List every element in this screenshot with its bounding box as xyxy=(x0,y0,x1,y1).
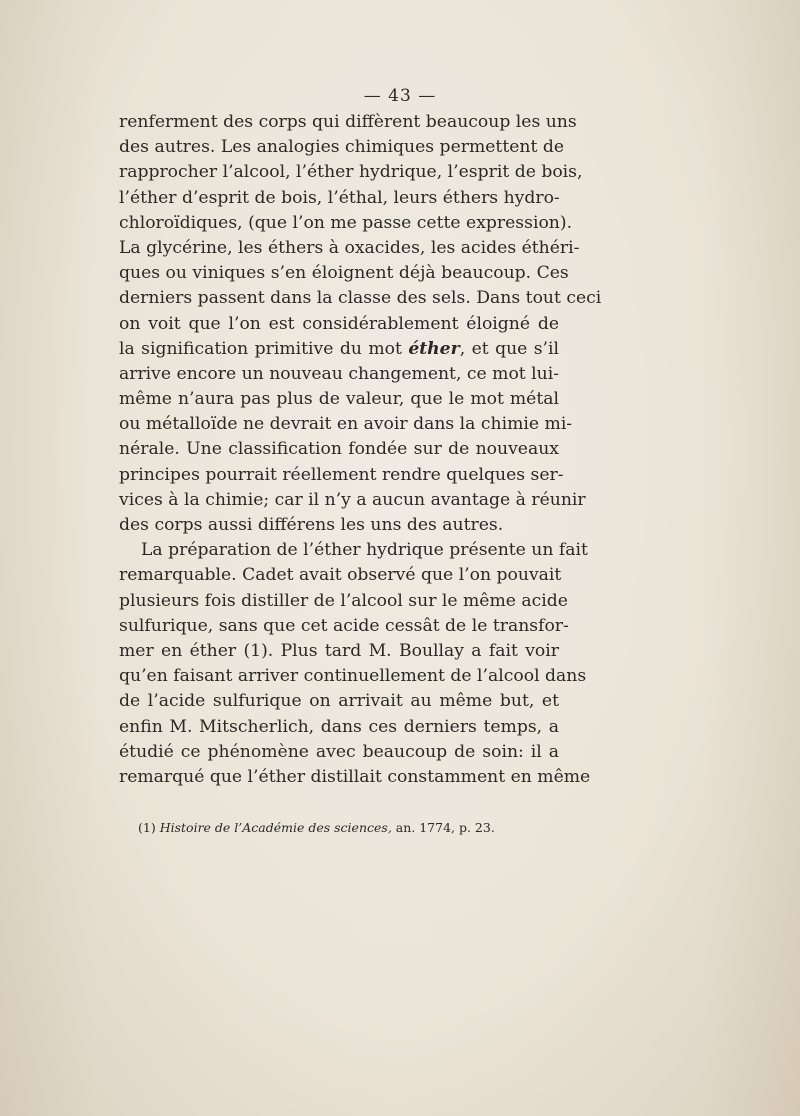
text-line: enfin M. Mitscherlich, dans ces derniers temps, a xyxy=(119,716,559,737)
paragraph-2 xyxy=(119,538,591,790)
page-number: — 43 — xyxy=(363,86,437,106)
text-line: arrive encore un nouveau changement, ce mot lui- xyxy=(119,363,560,384)
text-line: on voit que l’on est considérablement éloigné de xyxy=(119,313,559,334)
text-line: mer en éther (1). Plus tard M. Boullay a fait voir xyxy=(119,640,559,661)
text-line: étudié ce phénomène avec beaucoup de soin: il a xyxy=(119,741,559,762)
text-line: remarquable. Cadet avait observé que l’on pouvait xyxy=(119,565,562,586)
text-line: principes pourrait réellement rendre quelques ser- xyxy=(119,464,564,485)
text-line: ou métalloïde ne devrait en avoir dans la chimie mi- xyxy=(119,414,573,435)
text-line: derniers passent dans la classe des sels. Dans tout ceci xyxy=(119,288,602,309)
text-line: même n’aura pas plus de valeur, que le mot métal xyxy=(119,389,559,410)
footnote-reference: an. 1774, p. 23. xyxy=(391,820,495,835)
text-line: rapprocher l’alcool, l’éther hydrique, l’esprit de bois, xyxy=(119,162,583,183)
body-text xyxy=(119,110,602,790)
text-line: chloroïdiques, (que l’on me passe cette expression). xyxy=(119,212,573,233)
text-line: La préparation de l’éther hydrique présente un fait xyxy=(141,540,588,561)
emphasized-word: éther xyxy=(408,338,460,359)
footnote xyxy=(138,820,558,835)
text-line: plusieurs fois distiller de l’alcool sur le même acide xyxy=(119,590,568,611)
paragraph-1 xyxy=(119,110,602,538)
text-line: qu’en faisant arriver continuellement de l’alcool dans xyxy=(119,666,587,687)
text-line: l’éther d’esprit de bois, l’éthal, leurs éthers hydro- xyxy=(119,187,560,208)
text-line: des corps aussi différens les uns des autres. xyxy=(119,515,504,535)
text-line: de l’acide sulfurique on arrivait au même but, et xyxy=(119,691,559,712)
text-line: ques ou viniques s’en éloignent déjà beaucoup. Ces xyxy=(119,263,569,284)
text-line: renferment des corps qui diffèrent beaucoup les uns xyxy=(119,112,577,132)
text-line: remarqué que l’éther distillait constamment en même xyxy=(119,766,591,787)
text-fragment: , et que s’il xyxy=(459,338,560,359)
text-line: sulfurique, sans que cet acide cessât de le transfor- xyxy=(119,615,569,636)
text-fragment: la signification primitive du mot xyxy=(119,338,409,359)
text-line: nérale. Une classification fondée sur de nouveaux xyxy=(119,439,559,460)
text-line-with-emphasis xyxy=(119,337,559,362)
text-line: des autres. Les analogies chimiques permettent de xyxy=(119,137,565,158)
text-line: vices à la chimie; car il n’y a aucun avantage à réunir xyxy=(119,489,586,510)
footnote-marker: (1) xyxy=(138,820,156,835)
footnote-title: Histoire de l’Académie des sciences, xyxy=(159,820,392,835)
text-line: La glycérine, les éthers à oxacides, les acides éthéri- xyxy=(119,237,580,258)
